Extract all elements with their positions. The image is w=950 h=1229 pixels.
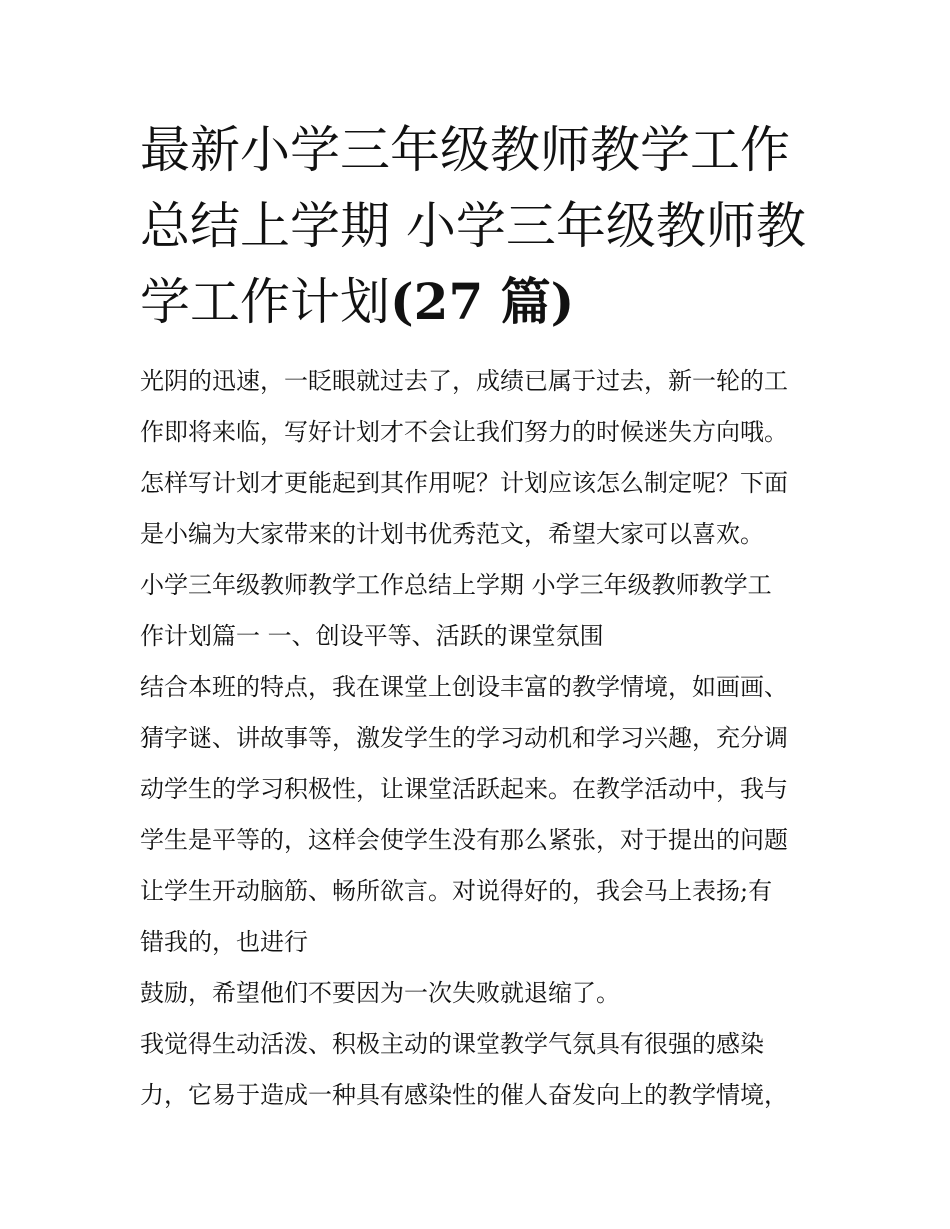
- title-line-last: [140, 264, 820, 340]
- section-heading-line: 小学三年级教师教学工作总结上学期 小学三年级教师教学工: [140, 571, 772, 599]
- title-line: 最新小学三年级教师教学工作: [140, 121, 790, 179]
- body-line: 动学生的学习积极性，让课堂活跃起来。在教学活动中，我与: [140, 775, 788, 803]
- document-body: [140, 356, 830, 1121]
- title-line-text: 学工作计划: [140, 273, 390, 331]
- body-line: 作即将来临，写好计划才不会让我们努力的时候迷失方向哦。: [140, 418, 788, 446]
- document-title: [140, 112, 820, 340]
- title-count: (27 篇): [390, 272, 575, 331]
- body-line: 错我的，也进行: [140, 928, 308, 956]
- body-line: 结合本班的特点，我在课堂上创设丰富的教学情境，如画画、: [140, 673, 788, 701]
- body-line: 是小编为大家带来的计划书优秀范文，希望大家可以喜欢。: [140, 520, 764, 548]
- body-line: 猜字谜、讲故事等，激发学生的学习动机和学习兴趣，充分调: [140, 724, 788, 752]
- title-line: 总结上学期 小学三年级教师教: [140, 197, 806, 255]
- body-line: 力，它易于造成一种具有感染性的催人奋发向上的教学情境，: [140, 1081, 788, 1109]
- body-line: 光阴的迅速，一眨眼就过去了，成绩已属于过去，新一轮的工: [140, 367, 788, 395]
- body-line: 我觉得生动活泼、积极主动的课堂教学气氛具有很强的感染: [140, 1030, 764, 1058]
- body-line: 怎样写计划才更能起到其作用呢？计划应该怎么制定呢？下面: [140, 469, 788, 497]
- body-line: 让学生开动脑筋、畅所欲言。对说得好的，我会马上表扬;有: [140, 877, 773, 905]
- section-heading-line: 作计划篇一 一、创设平等、活跃的课堂氛围: [140, 622, 604, 650]
- body-line: 学生是平等的，这样会使学生没有那么紧张，对于提出的问题: [140, 826, 788, 854]
- body-line: 鼓励，希望他们不要因为一次失败就退缩了。: [140, 979, 620, 1007]
